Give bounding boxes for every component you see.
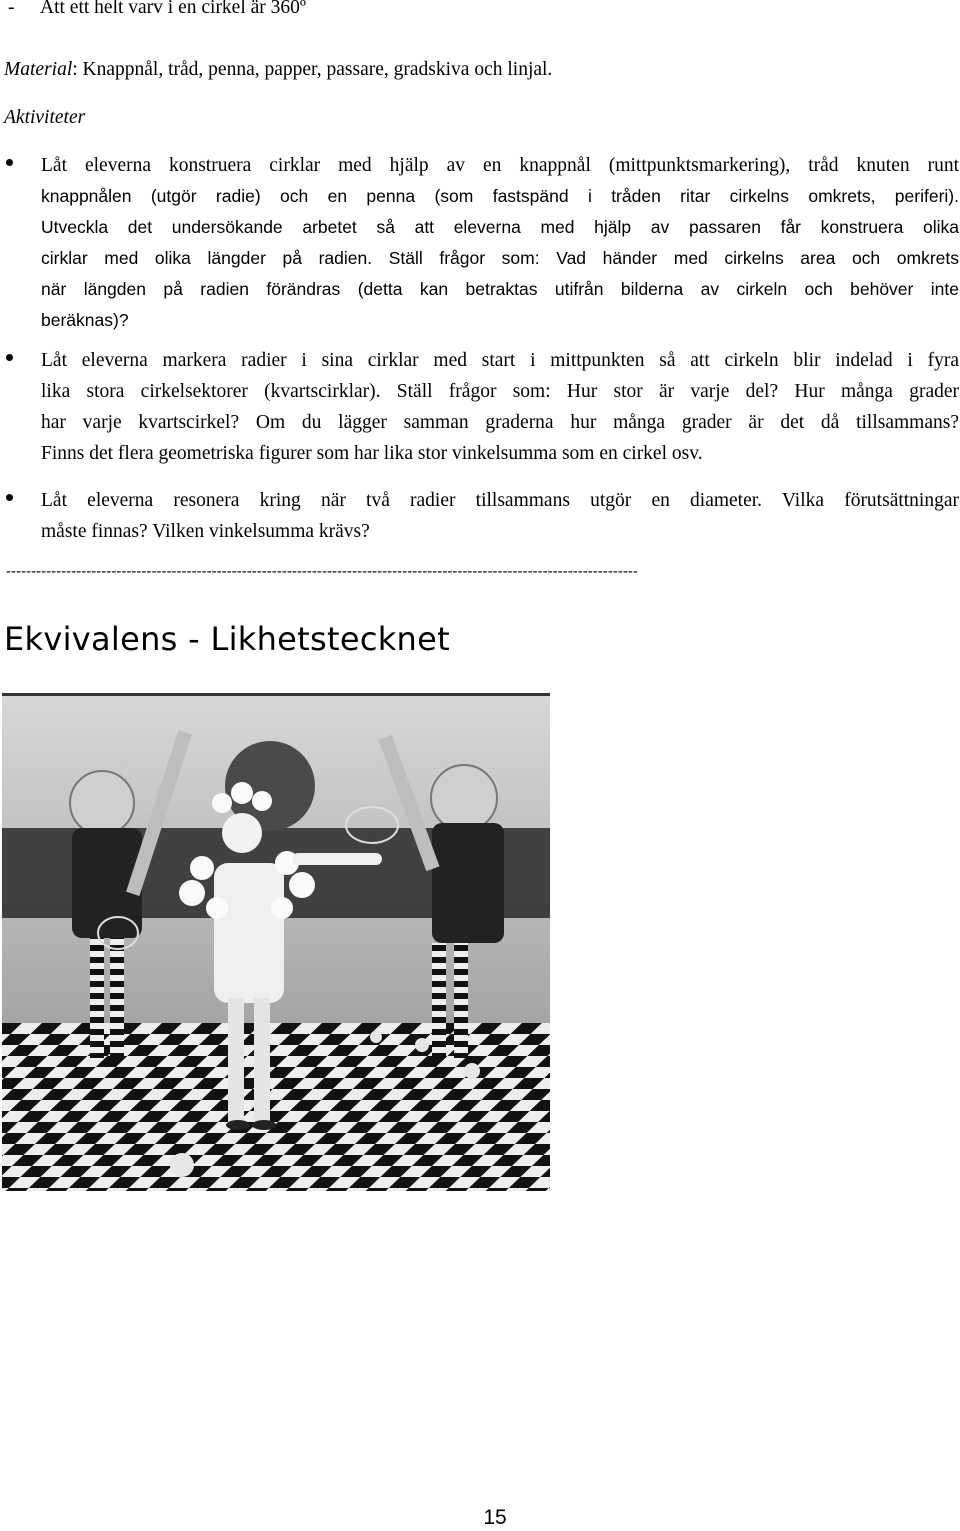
bullet-icon xyxy=(6,354,13,361)
photo-svg xyxy=(2,693,550,1191)
floor-ball xyxy=(370,1031,382,1043)
aktiviteter-heading: Aktiviteter xyxy=(4,107,86,128)
bullet-icon xyxy=(6,494,13,501)
material-label: Material xyxy=(4,59,73,80)
section-title: Ekvivalens - Likhetstecknet xyxy=(4,620,450,658)
material-line xyxy=(4,54,552,85)
top-line-text: Att ett helt varv i en cirkel är 360º xyxy=(40,0,306,18)
dashed-divider: ------------------------------------------------------------------------------------------------------------------------------ xyxy=(6,563,638,580)
bullet-line: Låt eleverna konstruera cirklar med hjälp av en knappnål (mittpunktsmarkering), tråd knuten runt xyxy=(41,155,959,176)
bullet-line: Finns det flera geometriska figurer som har lika stor vinkelsumma som en cirkel osv. xyxy=(41,443,703,464)
bullet-line: beräknas)? xyxy=(41,310,129,330)
material-text: : Knappnål, tråd, penna, papper, passare, gradskiva och linjal. xyxy=(72,59,553,80)
photo-illustration xyxy=(2,693,550,1191)
photo-top-border xyxy=(2,693,550,696)
bullet-text-1 xyxy=(41,150,959,336)
bullet-line: har varje kvartscirkel? Om du lägger samman graderna hur många grader är det då tillsammans? xyxy=(41,412,959,433)
list-dash: - xyxy=(8,0,15,18)
top-list-line xyxy=(8,0,306,23)
bullet-icon xyxy=(6,159,13,166)
bullet-line: Låt eleverna markera radier i sina cirklar med start i mittpunkten så att cirkeln blir indelad i fyra xyxy=(41,350,959,371)
page-number: 15 xyxy=(483,1506,507,1529)
bullet-line: knappnålen (utgör radie) och en penna (som fastspänd i tråden ritar cirkelns omkrets, periferi). xyxy=(41,186,959,206)
floor-ball xyxy=(464,1063,480,1079)
bullet-text-2 xyxy=(41,345,959,469)
floor-ball xyxy=(415,1038,429,1052)
bullet-line: Utveckla det undersökande arbetet så att eleverna med hjälp av passaren får konstruera olika xyxy=(41,217,959,237)
bullet-line: cirklar med olika längder på radien. Ställ frågor som: Vad händer med cirkelns area och omkrets xyxy=(41,248,959,268)
bullet-line: måste finnas? Vilken vinkelsumma krävs? xyxy=(41,521,370,542)
bullet-line: Låt eleverna resonera kring när två radier tillsammans utgör en diameter. Vilka förutsättningar xyxy=(41,490,959,511)
floor-ball xyxy=(170,1153,194,1177)
bullet-line: lika stora cirkelsektorer (kvartscirklar). Ställ frågor som: Hur stor är varje del? Hur många grader xyxy=(41,381,959,402)
bullet-text-3 xyxy=(41,485,959,547)
bullet-line: när längden på radien förändras (detta kan betraktas utifrån bilderna av cirkeln och behöver inte xyxy=(41,279,959,299)
